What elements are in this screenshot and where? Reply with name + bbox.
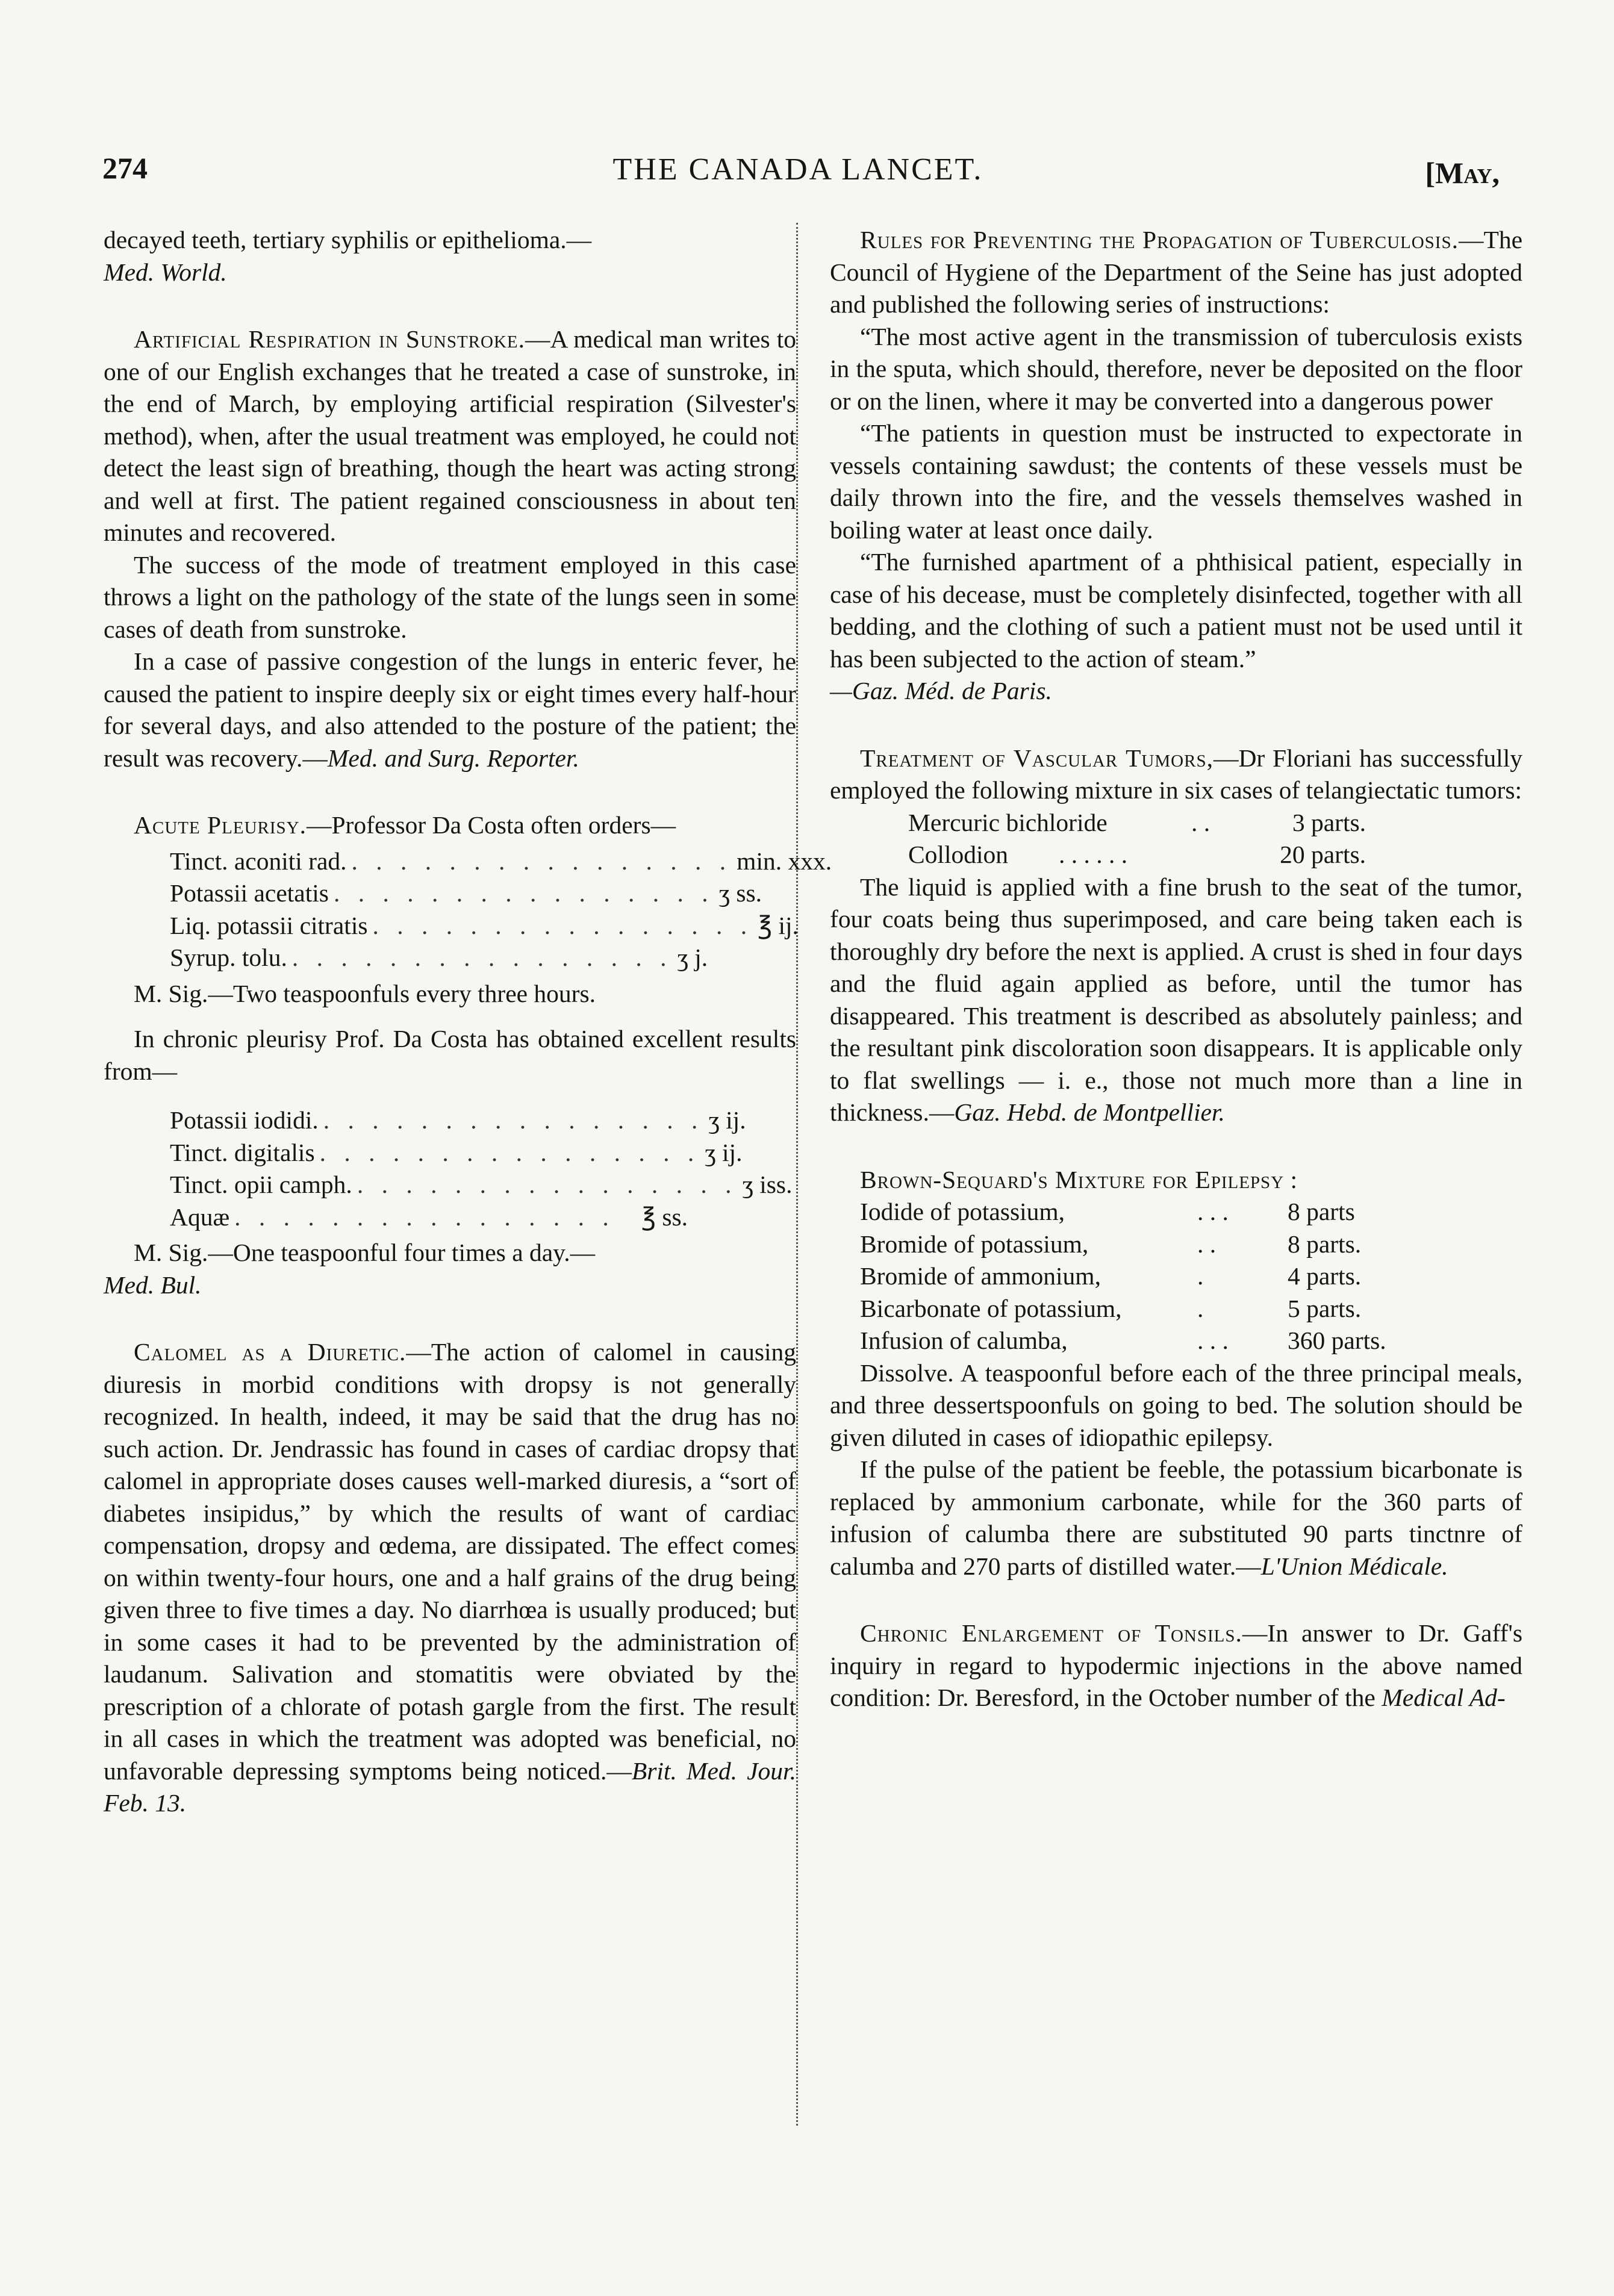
- article-title: Artificial Respiration in Sunstroke.: [134, 325, 525, 353]
- mixture-row: Bromide of potassium, . . 8 parts.: [860, 1230, 1362, 1258]
- article-acute-pleurisy: Acute Pleurisy.—Professor Da Costa often orders— Tinct. aconiti rad. . . . . . . . . . . . . . . . . min. xxx. Potassii acetatis . . . . . . . . . . . . . . . . ʒ ss. Liq. potassii citratis . . . . . . . . . . . . . . . . ℥ ij. Syrup. tolu. . . . . . . . . . . . . . . . . ʒ j. M. Sig.—Two teaspoonfuls every three hours. In chronic pleurisy Prof. Da Costa has obtained excellent results from— Potassii iodidi. . . . . . . . . . . . . . . . . ʒ ij. Tinct. digitalis . . . . . . . . . . . . . . . . ʒ ij. Tinct. opii camph. . . . . . . . . . . . . . . . . ʒ iss. Aquæ . . . . . . . . . . . . . . . . ℥ ss. M. Sig.—One teaspoonful four times a day.— Med. Bul.: [104, 811, 832, 1299]
- prescription-row: Tinct. digitalis . . . . . . . . . . . . . . . . ʒ ij.: [170, 1138, 743, 1166]
- article-tuberculosis-rules: Rules for Preventing the Propagation of Tuberculosis.—The Council of Hygiene of the Department of the Seine has just adopted and published the following series of instructions: “The most active agent in the transmission of tuberculosis exists in the sputa, which should, therefore, never be deposited on the floor or on the linen, where it may be converted into a dangerous power “The patients in question must be instructed to expectorate in vessels containing sawdust; the contents of these vessels must be daily thrown into the fire, and the vessels themselves washed in boiling water at least once daily. “The furnished apartment of a phthisical patient, especially in case of his decease, must be completely disinfected, together with all bedding, and the clothing of such a patient must not be used until it has been subjected to the action of steam.” —Gaz. Méd. de Paris.: [830, 226, 1522, 705]
- carryover-paragraph: decayed teeth, tertiary syphilis or epithelioma.— Med. World.: [104, 226, 592, 286]
- prescription-row: Aquæ . . . . . . . . . . . . . . . . ℥ ss.: [170, 1202, 688, 1231]
- carryover-source: Med. World.: [104, 258, 227, 286]
- mixture-row: Collodion . . . . . . 20 parts.: [908, 841, 1366, 868]
- article-paragraph: In a case of passive congestion of the lungs in enteric fever, he caused the patient to inspire deeply six or eight times every half-hour for several days, and also attended to the posture of the patient; the result was recovery.—: [104, 647, 796, 772]
- article-paragraph: “The patients in question must be instructed to expectorate in vessels containing sawdust; the contents of these vessels must be daily thrown into the fire, and the vessels themselves washed in boiling water at least once daily.: [830, 419, 1522, 544]
- left-column: [104, 224, 832, 1820]
- prescription-row: Liq. potassii citratis . . . . . . . . . . . . . . . . ℥ ij.: [170, 911, 799, 939]
- article-paragraph: “The most active agent in the transmission of tuberculosis exists in the sputa, which should, therefore, never be deposited on the floor or on the linen, where it may be converted into a dangerous power: [830, 322, 1522, 415]
- prescription-row: Potassii iodidi. . . . . . . . . . . . . . . . . ʒ ij.: [170, 1106, 746, 1134]
- article-paragraph: The liquid is applied with a fine brush to the seat of the tumor, four coats being thus superimposed, and care being taken each is thoroughly dry before the next is applied. A crust is shed in four days and the fluid again applied as before, until the tumor has disappeared. This treatment is described as absolutely painless; and the resultant pink discoloration soon disappears. It is applicable only to flat swellings — i. e., those not much more than a line in thickness.—: [830, 873, 1522, 1126]
- prescription-sig: M. Sig.—One teaspoonful four times a day.—: [134, 1239, 596, 1266]
- article-source: Med. and Surg. Reporter.: [327, 744, 579, 772]
- prescription-row: Tinct. opii camph. . . . . . . . . . . . . . . . . ʒ iss.: [170, 1171, 793, 1198]
- article-source: Medical Ad-: [1382, 1684, 1506, 1711]
- column-divider: [796, 223, 798, 2126]
- article-source: Brit. Med. Jour. Feb. 13.: [104, 1756, 796, 1817]
- article-title: Acute Pleurisy.: [134, 811, 307, 839]
- prescription-sig: M. Sig.—Two teaspoonfuls every three hours.: [134, 979, 596, 1007]
- prescription-row: Potassii acetatis . . . . . . . . . . . . . . . . ʒ ss.: [170, 879, 762, 907]
- article-source: L'Union Médicale.: [1260, 1552, 1448, 1580]
- article-title: Treatment of Vascular Tumors,: [860, 744, 1214, 772]
- page-number: 274: [102, 151, 148, 185]
- article-paragraph: If the pulse of the patient be feeble, the potassium bicarbonate is replaced by ammonium carbonate, while for the 360 parts of infusion of calumba there are substituted 90 parts tinctnre of calumba and 270 parts of distilled water.—: [830, 1455, 1522, 1580]
- article-title: Brown-Sequard's Mixture for Epilepsy: [860, 1165, 1285, 1193]
- mixture-row: Bicarbonate of potassium, . 5 parts.: [860, 1294, 1362, 1322]
- mixture-table: [860, 1196, 1438, 1357]
- prescription-row: Syrup. tolu. . . . . . . . . . . . . . . . . ʒ j.: [170, 944, 708, 971]
- mixture-table: [908, 807, 1366, 871]
- mixture-row: Infusion of calumba, . . . 360 parts.: [860, 1327, 1386, 1354]
- article-artificial-respiration: Artificial Respiration in Sunstroke.—A medical man writes to one of our English exchanges that he treated a case of sunstroke, in the end of March, by employing artificial respiration (Silvester's method), when, after the usual treatment was employed, he could not detect the least sign of breathing, though the heart was acting strong and well at first. The patient regained consciousness in about ten minutes and recovered. The success of the mode of treatment employed in this case throws a light on the pathology of the state of the lungs seen in some cases of death from sunstroke. In a case of passive congestion of the lungs in enteric fever, he caused the patient to inspire deeply six or eight times every half-hour for several days, and also attended to the posture of the patient; the result was recovery.—Med. and Surg. Reporter.: [104, 325, 797, 772]
- right-column: [830, 224, 1522, 1714]
- page-header: [96, 151, 1500, 205]
- article-source: Gaz. Hebd. de Montpellier.: [954, 1098, 1225, 1126]
- mixture-row: Iodide of potassium, . . . 8 parts: [860, 1198, 1355, 1225]
- article-paragraph: The success of the mode of treatment employed in this case throws a light on the pathology of the state of the lungs seen in some cases of death from sunstroke.: [104, 550, 796, 643]
- prescription-row: Tinct. aconiti rad. . . . . . . . . . . . . . . . . min. xxx.: [170, 847, 832, 875]
- issue-month: [May,: [1425, 156, 1500, 190]
- article-vascular-tumors: Treatment of Vascular Tumors,—Dr Floriani has successfully employed the following mixture in six cases of telangiectatic tumors: Mercuric bichloride . . 3 parts. Collodion . . . . . . 20 parts. The liquid is applied with a fine brush to the seat of the tumor, four coats being thus superimposed, and care being taken each is thoroughly dry before the next is applied. A crust is shed in four days and the fluid again applied as before, until the tumor has disappeared. This treatment is described as absolutely painless; and the resultant pink discoloration soon disappears. It is applicable only to flat swellings — i. e., those not much more than a line in thickness.—Gaz. Hebd. de Montpellier.: [830, 744, 1522, 1126]
- article-source: Med. Bul.: [104, 1271, 202, 1299]
- article-title: Chronic Enlargement of Tonsils.: [860, 1619, 1242, 1647]
- mixture-row: Bromide of ammonium, . 4 parts.: [860, 1262, 1362, 1290]
- article-paragraph: Dissolve. A teaspoonful before each of the three principal meals, and three dessertspoonfuls on going to bed. The solution should be given diluted in cases of idiopathic epilepsy.: [830, 1358, 1522, 1451]
- article-paragraph: “The furnished apartment of a phthisical patient, especially in case of his decease, must be completely disinfected, together with all bedding, and the clothing of such a patient must not be used until it has been subjected to the action of steam.”: [830, 548, 1522, 673]
- article-title: Calomel as a Diuretic.: [134, 1338, 407, 1366]
- prescription-list: [170, 845, 832, 974]
- article-paragraph: In chronic pleurisy Prof. Da Costa has obtained excellent results from—: [104, 1025, 796, 1085]
- prescription-list: [170, 1104, 793, 1233]
- article-brown-sequard-mixture: Brown-Sequard's Mixture for Epilepsy : Iodide of potassium, . . . 8 parts Bromide of potassium, . . 8 parts. Bromide of ammonium, . 4 parts. Bicarbonate of potassium, . 5 parts. Infusion of calumba, . . . 360 parts. Dissolve. A teaspoonful before each of the three principal meals, and three dessertspoonfuls on going to bed. The solution should be given diluted in cases of idiopathic epilepsy. If the pulse of the patient be feeble, the potassium bicarbonate is replaced by ammonium carbonate, while for the 360 parts of infusion of calumba there are substituted 90 parts tinctnre of calumba and 270 parts of distilled water.—L'Union Médicale.: [830, 1165, 1522, 1580]
- article-chronic-tonsils: Chronic Enlargement of Tonsils.—In answer to Dr. Gaff's inquiry in regard to hypodermic injections in the above named condition: Dr. Beresford, in the October number of the Medical Ad-: [830, 1619, 1522, 1711]
- journal-title: THE CANADA LANCET.: [612, 152, 983, 187]
- article-title: Rules for Preventing the Propagation of Tuberculosis.: [860, 226, 1459, 254]
- article-calomel-diuretic: Calomel as a Diuretic.—The action of calomel in causing diuresis in morbid conditions with dropsy is not generally recognized. In health, indeed, it may be said that the drug has no such action. Dr. Jendrassic has found in cases of cardiac dropsy that calomel in appropriate doses causes well-marked diuresis, a “sort of diabetes insipidus,” by which the results of want of cardiac compensation, dropsy and œdema, are dissipated. The effect comes on within twenty-four hours, one and a half grains of the drug being given three to five times a day. No diarrhœa is usually produced; but in some cases it had to be prevented by the administration of laudanum. Salivation and stomatitis were obviated by the prescription of a chlorate of potash gargle from the first. The result in all cases in which the treatment was adopted was beneficial, no unfavorable depressing symptoms being noticed.—Brit. Med. Jour. Feb. 13.: [104, 1338, 796, 1817]
- article-source: —Gaz. Méd. de Paris.: [830, 677, 1052, 705]
- mixture-row: Mercuric bichloride . . 3 parts.: [908, 808, 1366, 836]
